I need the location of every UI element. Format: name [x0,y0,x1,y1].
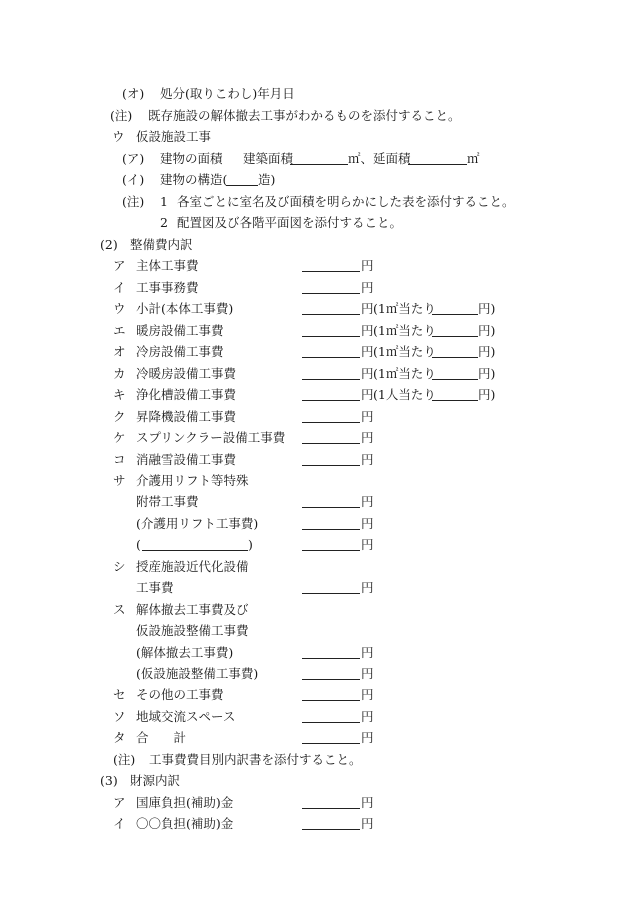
per-unit-close: 円) [478,323,496,338]
item-mark: ウ [112,129,125,144]
yen-label: 円 [361,645,374,660]
floor-area-label: 延面積 [373,151,411,166]
amount-input[interactable] [302,529,360,530]
yen-label: 円 [361,344,374,359]
building-area-input[interactable] [290,164,348,165]
item-label: 昇降機設備工事費 [136,409,237,424]
note-text: 工事費費目別内訳書を添付すること。 [149,752,362,767]
yen-label: 円 [361,687,374,702]
note-mark: (注) [122,194,145,209]
item-mark: (ア) [122,151,145,166]
per-unit-label: (1人当たり [373,387,436,402]
yen-label: 円 [361,258,374,273]
item-label: (解体撤去工事費) [136,645,234,660]
item-label: 小計(本体工事費) [136,301,234,316]
item-mark: カ [113,366,126,381]
item-label: 浄化槽設備工事費 [136,387,237,402]
amount-input[interactable] [302,679,360,680]
per-unit-close: 円) [478,366,496,381]
amount-input[interactable] [302,379,360,380]
item-label: 暖房設備工事費 [136,323,224,338]
note-text: 配置図及び各階平面図を添付すること。 [177,215,403,230]
per-unit-label: (1㎡当たり [373,344,436,359]
amount-input[interactable] [302,443,360,444]
item-label: 工事費 [136,580,174,595]
item-label: 消融雪設備工事費 [136,452,237,467]
yen-label: 円 [361,730,374,745]
section-number: (2) [100,237,118,252]
unit-label: ㎡ [467,151,480,166]
item-label: 〇〇負担(補助)金 [136,816,234,831]
item-label: 主体工事費 [136,258,199,273]
item-mark: エ [113,323,126,338]
item-label: 工事事務費 [136,280,199,295]
section-number: (3) [100,773,118,788]
yen-label: 円 [361,280,374,295]
paren-open: ( [136,537,141,552]
disposal-date-label: 処分(取りこわし)年月日 [160,86,295,101]
amount-input[interactable] [302,314,360,315]
item-mark: ア [113,795,126,810]
item-mark: (オ) [122,86,145,101]
amount-input[interactable] [302,465,360,466]
item-mark: ウ [113,301,126,316]
note-text: 既存施設の解体撤去工事がわかるものを添付すること。 [148,108,461,123]
unit-label: ㎡、 [348,151,374,166]
yen-label: 円 [361,301,374,316]
per-unit-label: (1㎡当たり [373,323,436,338]
yen-label: 円 [361,516,374,531]
amount-input[interactable] [302,550,360,551]
item-label: スプリンクラー設備工事費 [136,430,286,445]
yen-label: 円 [361,323,374,338]
amount-input[interactable] [302,808,360,809]
floor-area-input[interactable] [408,164,467,165]
per-unit-input[interactable] [432,336,478,337]
amount-input[interactable] [302,400,360,401]
per-unit-label: (1㎡当たり [373,366,436,381]
item-mark: ク [113,409,126,424]
per-unit-close: 円) [478,301,496,316]
amount-input[interactable] [302,829,360,830]
amount-input[interactable] [302,271,360,272]
note-number: 2 [160,215,168,230]
item-mark: イ [113,816,126,831]
item-mark: オ [113,344,126,359]
per-unit-input[interactable] [432,314,478,315]
yen-label: 円 [361,387,374,402]
item-label: (仮設施設整備工事費) [136,666,259,681]
temp-facility-label: 仮設施設工事 [136,129,212,144]
item-label: 冷暖房設備工事費 [136,366,237,381]
item-mark: キ [113,387,126,402]
paren-close: ) [248,537,253,552]
section-title: 財源内訳 [130,773,181,788]
item-mark: タ [113,730,126,745]
total-label: 合 計 [136,730,187,745]
note-number: 1 [160,194,168,209]
per-unit-input[interactable] [432,357,478,358]
item-mark: セ [113,687,126,702]
amount-input[interactable] [302,658,360,659]
per-unit-label: (1㎡当たり [373,301,436,316]
total-input[interactable] [302,743,360,744]
per-unit-input[interactable] [432,379,478,380]
item-label: 介護用リフト等特殊 [136,473,249,488]
yen-label: 円 [361,494,374,509]
item-label: (介護用リフト工事費) [136,516,259,531]
item-label: 仮設施設整備工事費 [136,623,249,638]
yen-label: 円 [361,666,374,681]
item-label: 授産施設近代化設備 [136,559,249,574]
item-mark: シ [113,559,126,574]
per-unit-close: 円) [478,387,496,402]
item-mark: (イ) [122,172,145,187]
item-label: 地域交流スペース [136,709,236,724]
amount-input[interactable] [302,357,360,358]
yen-label: 円 [361,430,374,445]
yen-label: 円 [361,452,374,467]
item-mark: ア [113,258,126,273]
amount-input[interactable] [302,336,360,337]
item-mark: コ [113,452,126,467]
yen-label: 円 [361,580,374,595]
yen-label: 円 [361,409,374,424]
item-label: 冷房設備工事費 [136,344,224,359]
amount-input[interactable] [302,507,360,508]
item-mark: サ [113,473,126,488]
item-label: 附帯工事費 [136,494,199,509]
yen-label: 円 [361,537,374,552]
custom-item-input[interactable] [142,550,248,551]
yen-label: 円 [361,795,374,810]
item-label: 国庫負担(補助)金 [136,795,234,810]
note-mark: (注) [110,108,133,123]
note-mark: (注) [113,752,136,767]
yen-label: 円 [361,709,374,724]
building-area-label: 建物の面積 [160,151,223,166]
per-unit-input[interactable] [432,400,478,401]
item-label: その他の工事費 [136,687,224,702]
building-area-sublabel: 建築面積 [243,151,294,166]
amount-input[interactable] [302,593,360,594]
item-mark: ケ [113,430,126,445]
structure-suffix: 造) [258,172,276,187]
yen-label: 円 [361,816,374,831]
amount-input[interactable] [302,293,360,294]
item-label: 解体撤去工事費及び [136,602,249,617]
amount-input[interactable] [302,722,360,723]
amount-input[interactable] [302,422,360,423]
building-structure-label: 建物の構造( [160,172,228,187]
yen-label: 円 [361,366,374,381]
note-text: 各室ごとに室名及び面積を明らかにした表を添付すること。 [177,194,515,209]
per-unit-close: 円) [478,344,496,359]
item-mark: ソ [113,709,126,724]
item-mark: ス [113,602,126,617]
item-mark: イ [113,280,126,295]
amount-input[interactable] [302,700,360,701]
structure-input[interactable] [226,185,258,186]
section-title: 整備費内訳 [130,237,193,252]
